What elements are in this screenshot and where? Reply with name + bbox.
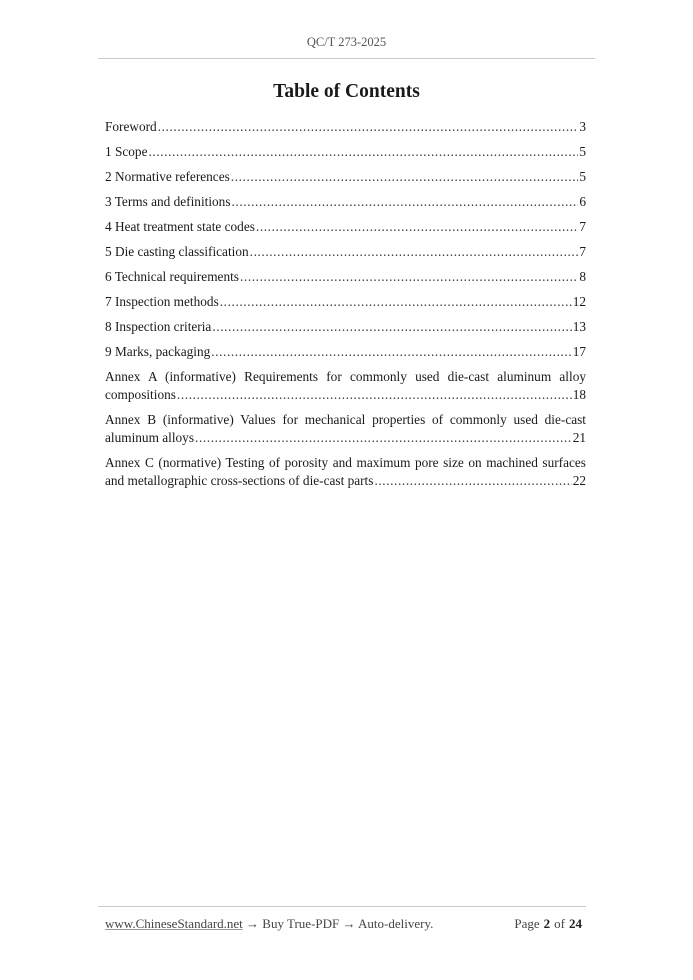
toc-entry-page: 6	[579, 194, 586, 209]
toc-entry-title-line1: Annex C (normative) Testing of porosity and maximum pore size on machined surfaces	[105, 455, 586, 470]
toc-entry[interactable]	[105, 118, 586, 136]
toc-entry-title: 3 Terms and definitions	[105, 194, 231, 209]
toc-entry-title: 9 Marks, packaging	[105, 344, 211, 359]
toc-entry-page: 8	[579, 269, 586, 284]
toc-entry[interactable]	[105, 193, 586, 211]
website-link[interactable]: www.ChineseStandard.net	[105, 916, 243, 931]
toc-entry-page: 7	[579, 219, 586, 234]
toc-entry-title: 1 Scope	[105, 144, 148, 159]
dot-leader	[240, 268, 578, 286]
toc-entry[interactable]	[105, 343, 586, 361]
dot-leader	[158, 118, 579, 136]
toc-entry-page: 5	[579, 169, 586, 184]
toc-entry[interactable]	[105, 318, 586, 336]
toc-entry-page: 7	[579, 244, 586, 259]
footer-divider	[98, 906, 586, 907]
page-title: Table of Contents	[273, 81, 420, 102]
dot-leader	[148, 143, 578, 161]
toc-entry-annex[interactable]	[105, 411, 586, 447]
header-divider	[98, 58, 595, 59]
dot-leader	[212, 318, 571, 336]
toc-entry-page: 5	[579, 144, 586, 159]
toc-entry[interactable]	[105, 268, 586, 286]
toc-entry[interactable]	[105, 168, 586, 186]
toc-entry-page: 12	[572, 294, 586, 309]
toc-entry-page: 21	[572, 430, 586, 445]
toc-entry-title-line1: Annex B (informative) Values for mechanical properties of commonly used die-cast	[105, 412, 586, 427]
buy-text: Buy True-PDF	[262, 916, 340, 931]
dot-leader	[256, 218, 578, 236]
toc-entry-title-line1: Annex A (informative) Requirements for commonly used die-cast aluminum alloy	[105, 369, 586, 384]
toc-entry-annex[interactable]	[105, 368, 586, 404]
toc-entry-title: 2 Normative references	[105, 169, 230, 184]
toc-entry-page: 22	[572, 473, 586, 488]
toc-entry-page: 18	[572, 387, 586, 402]
dot-leader	[211, 343, 571, 361]
toc-entry-title: 5 Die casting classification	[105, 244, 249, 259]
page-number: Page 2 of 24	[514, 916, 582, 931]
dot-leader	[177, 386, 572, 404]
toc-entry[interactable]	[105, 143, 586, 161]
dot-leader	[232, 193, 579, 211]
toc-entry[interactable]	[105, 293, 586, 311]
dot-leader	[250, 243, 579, 261]
arrow-icon: →	[342, 916, 356, 931]
page-footer	[105, 916, 586, 932]
table-of-contents	[105, 118, 586, 497]
toc-entry-page: 3	[579, 119, 586, 134]
toc-entry[interactable]	[105, 218, 586, 236]
toc-entry-title: 4 Heat treatment state codes	[105, 219, 255, 234]
toc-entry-title-line2: aluminum alloys	[105, 430, 195, 445]
arrow-icon: →	[246, 916, 260, 931]
delivery-text: Auto-delivery.	[358, 916, 434, 931]
dot-leader	[374, 472, 571, 490]
toc-entry-title: 6 Technical requirements	[105, 269, 239, 284]
toc-entry[interactable]	[105, 243, 586, 261]
toc-entry-annex[interactable]	[105, 454, 586, 490]
toc-entry-title: Foreword	[105, 119, 157, 134]
toc-entry-title: 7 Inspection methods	[105, 294, 219, 309]
dot-leader	[231, 168, 579, 186]
toc-entry-title: 8 Inspection criteria	[105, 319, 212, 334]
running-header: QC/T 273-2025	[306, 35, 387, 49]
toc-entry-page: 13	[572, 319, 586, 334]
toc-entry-title-line2: and metallographic cross-sections of die-cast parts	[105, 473, 374, 488]
toc-entry-title-line2: compositions	[105, 387, 176, 402]
toc-entry-page: 17	[572, 344, 586, 359]
dot-leader	[220, 293, 572, 311]
dot-leader	[195, 429, 572, 447]
